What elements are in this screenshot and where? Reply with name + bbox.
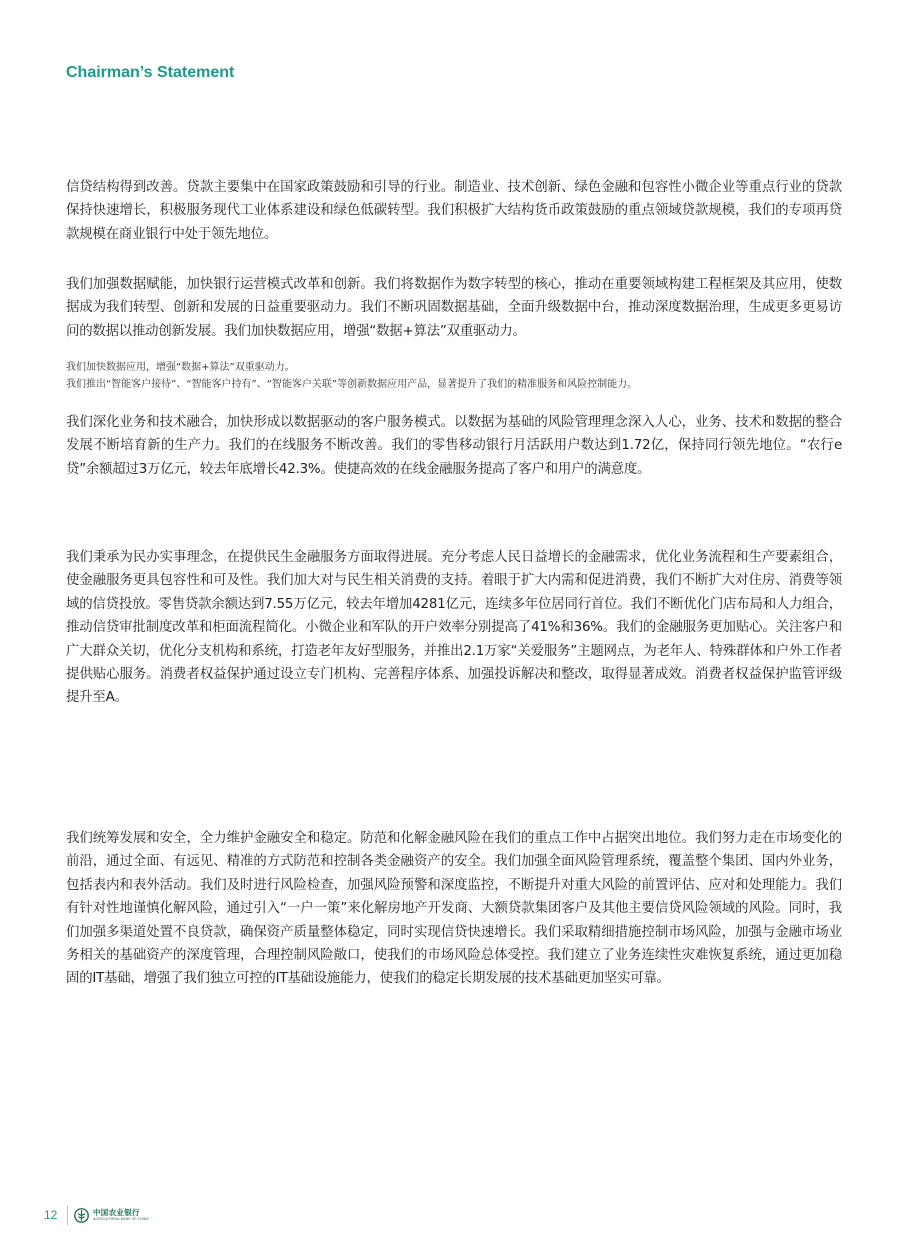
note-smart-products: 我们推出“智能客户接待”、“智能客户持有”、“智能客户关联”等创新数据应用产品，显著提升了我们的精准服务和风险控制能力。	[66, 379, 638, 390]
paragraph-credit-structure: 信贷结构得到改善。贷款主要集中在国家政策鼓励和引导的行业。制造业、技术创新、绿色金融和包容性小微企业等重点行业的贷款保持快速增长，积极服务现代工业体系建设和绿色低碳转型。我们积极扩大结构货币政策鼓励的重点领域贷款规模，我们的专项再贷款规模在商业银行中处于领先地位。	[66, 180, 842, 242]
bank-logo-text	[93, 1209, 149, 1222]
bank-name-en: AGRICULTURAL BANK OF CHINA	[93, 1217, 149, 1222]
abc-logo-icon	[74, 1208, 89, 1223]
page-number: 12	[44, 1208, 58, 1222]
paragraph-business-tech-integration: 我们深化业务和技术融合，加快形成以数据驱动的客户服务模式。以数据为基础的风险管理理念深入人心，业务、技术和数据的整合发展不断培育新的生产力。我们的在线服务不断改善。我们的零售移动银行月活跃用户数达到1.72亿，保持同行领先地位。“农行e贷”余额超过3万亿元，较去年底增长42.3%。使捷高效的在线金融服务提高了客户和用户的满意度。	[66, 415, 842, 477]
paragraph-livelihood-finance: 我们秉承为民办实事理念，在提供民生金融服务方面取得进展。充分考虑人民日益增长的金融需求，优化业务流程和生产要素组合，使金融服务更具包容性和可及性。我们加大对与民生相关消费的支持。着眼于扩大内需和促进消费，我们不断扩大对住房、消费等领域的信贷投放。零售贷款余额达到7.55万亿元，较去年增加4281亿元，连续多年位居同行首位。我们不断优化门店布局和人力组合，推动信贷审批制度改革和柜面流程简化。小微企业和军队的开户效率分别提高了41%和36%。我们的金融服务更加贴心。关注客户和广大群众关切，优化分支机构和系统，打造老年友好型服务，并推出2.1万家“关爱服务”主题网点，为老年人、特殊群体和户外工作者提供贴心服务。消费者权益保护通过设立专门机构、完善程序体系、加强投诉解决和整改，取得显著成效。消费者权益保护监管评级提升至A。	[66, 550, 842, 706]
page-title: Chairman’s Statement	[66, 64, 235, 81]
paragraph-data-empowerment: 我们加强数据赋能，加快银行运营模式改革和创新。我们将数据作为数字转型的核心，推动在重要领域构建工程框架及其应用，使数据成为我们转型、创新和发展的日益重要驱动力。我们不断巩固数据基础，全面升级数据中台，推动深度数据治理，生成更多更易访问的数据以推动创新发展。我们加快数据应用，增强“数据+算法”双重驱动力。	[66, 277, 842, 339]
paragraph-development-security: 我们统筹发展和安全，全力维护金融安全和稳定。防范和化解金融风险在我们的重点工作中占据突出地位。我们努力走在市场变化的前沿，通过全面、有远见、精准的方式防范和控制各类金融资产的安全。我们加强全面风险管理系统，覆盖整个集团、国内外业务，包括表内和表外活动。我们及时进行风险检查，加强风险预警和深度监控，不断提升对重大风险的前置评估、应对和处理能力。我们有针对性地谨慎化解风险，通过引入“一户一策”来化解房地产开发商、大额贷款集团客户及其他主要信贷风险领域的风险。同时，我们加强多渠道处置不良贷款，确保资产质量整体稳定，同时实现信贷快速增长。我们采取精细措施控制市场风险，加强与金融市场业务相关的基础资产的深度管理，合理控制风险敞口，使我们的市场风险总体受控。我们建立了业务连续性灾难恢复系统，通过更加稳固的IT基础，增强了我们独立可控的IT基础设施能力，使我们的稳定长期发展的技术基础更加坚实可靠。	[66, 831, 842, 987]
note-data-application: 我们加快数据应用，增强“数据+算法”双重驱动力。	[66, 362, 295, 373]
footer-divider	[67, 1205, 68, 1225]
bank-name-cn: 中国农业银行	[93, 1207, 140, 1217]
page-footer	[44, 1204, 149, 1226]
